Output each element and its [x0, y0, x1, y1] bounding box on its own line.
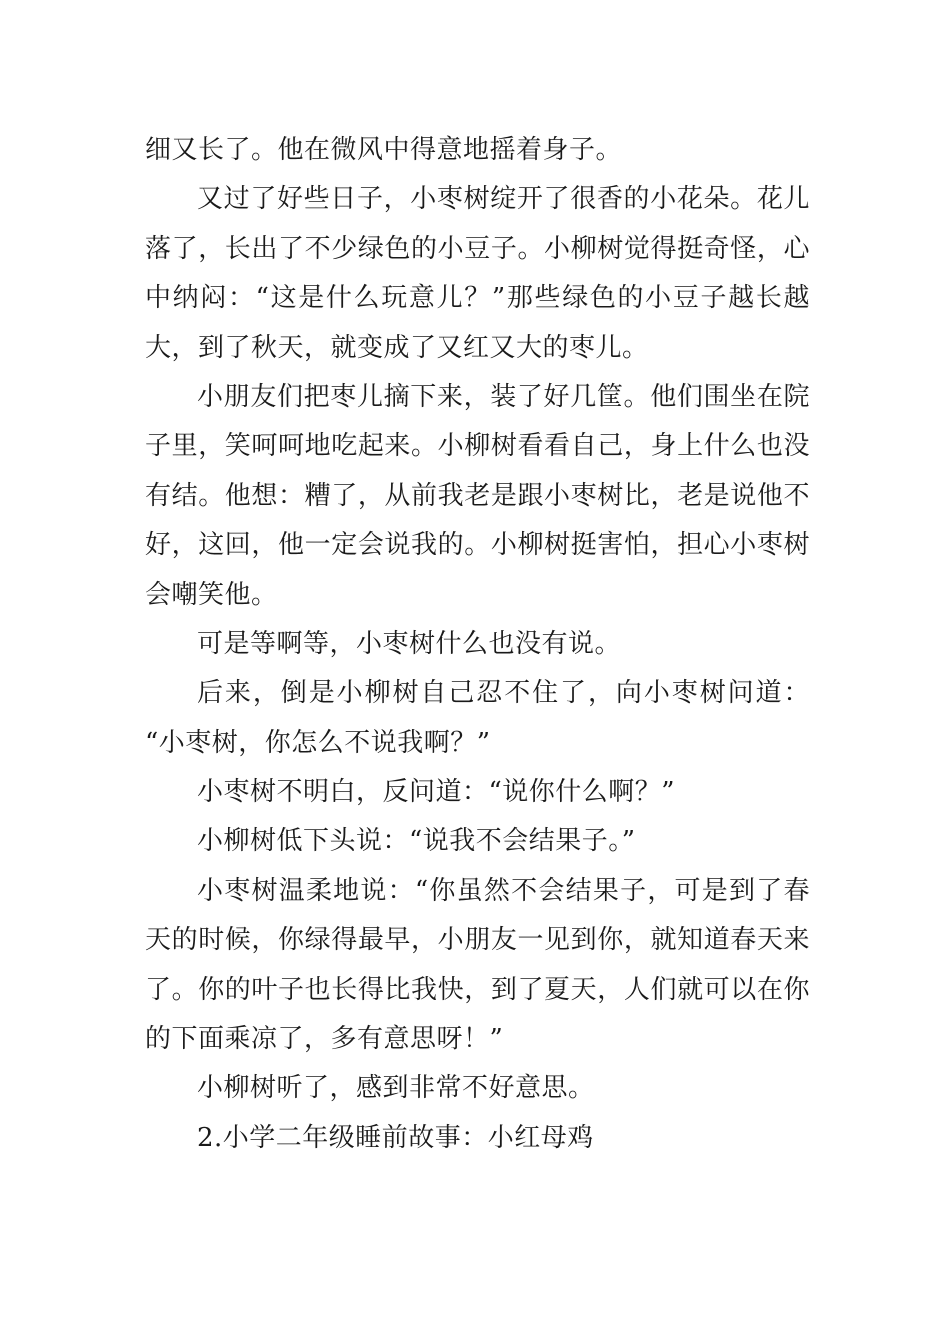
text-line: 小柳树听了，感到非常不好意思。	[197, 1073, 595, 1104]
text-line: 会嘲笑他。	[145, 579, 278, 610]
text-line: 细又长了。他在微风中得意地摇着身子。	[145, 135, 623, 165]
story-text	[145, 126, 810, 1163]
text-line: 后来，倒是小柳树自己忍不住了，向小枣树问道：	[197, 678, 810, 709]
text-line: 小柳树低下头说：“说我不会结果子。”	[197, 826, 636, 857]
text-line: 子里，笑呵呵地吃起来。小柳树看看自己，身上什么也没	[145, 431, 810, 462]
text-line: 落了，长出了不少绿色的小豆子。小柳树觉得挺奇怪，心	[145, 233, 810, 264]
text-line: 中纳闷：“这是什么玩意儿？”那些绿色的小豆子越长越	[145, 283, 810, 314]
text-line: 好，这回，他一定会说我的。小柳树挺害怕，担心小枣树	[145, 530, 810, 561]
text-line: 大，到了秋天，就变成了又红又大的枣儿。	[145, 332, 649, 363]
text-line: 天的时候，你绿得最早，小朋友一见到你，就知道春天来	[145, 925, 810, 956]
text-line: “小枣树，你怎么不说我啊？”	[145, 727, 491, 758]
text-line: 小枣树不明白，反问道：“说你什么啊？”	[197, 777, 676, 808]
section-heading: 2.小学二年级睡前故事：小红母鸡	[197, 1122, 594, 1153]
text-line: 有结。他想：糟了，从前我老是跟小枣树比，老是说他不	[145, 480, 810, 511]
text-line: 小朋友们把枣儿摘下来，装了好几筐。他们围坐在院	[197, 381, 810, 412]
text-line: 小枣树温柔地说：“你虽然不会结果子，可是到了春	[197, 875, 810, 906]
text-line: 可是等啊等，小枣树什么也没有说。	[197, 628, 622, 659]
text-line: 了。你的叶子也长得比我快，到了夏天，人们就可以在你	[145, 974, 810, 1005]
text-line: 又过了好些日子，小枣树绽开了很香的小花朵。花儿	[197, 184, 810, 215]
text-line: 的下面乘凉了，多有意思呀！”	[145, 1024, 504, 1055]
